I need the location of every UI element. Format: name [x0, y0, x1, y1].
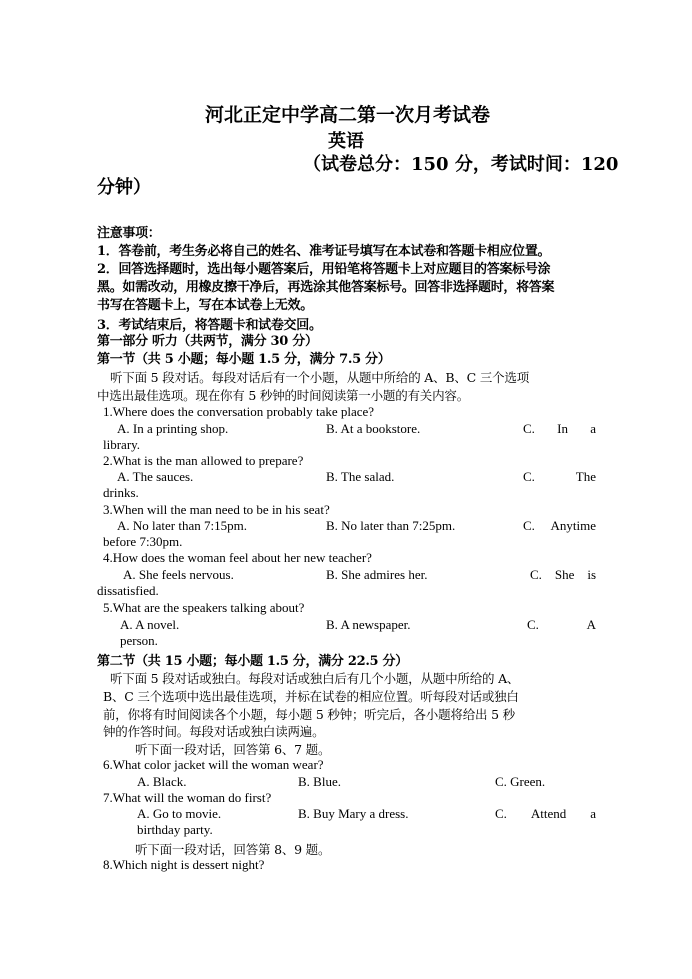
notes-item-2c: 书写在答题卡上，写在本试卷上无效。	[97, 298, 313, 313]
prompt-questions-6-7: 听下面一段对话，回答第 6、7 题。	[135, 742, 331, 757]
question-2-option-a: A. The sauces.	[117, 469, 194, 484]
question-3-option-b: B. No later than 7:25pm.	[326, 518, 456, 533]
exam-subject: 英语	[328, 131, 364, 152]
question-5-option-c: C. A	[527, 617, 596, 632]
question-7-option-a: A. Go to movie.	[137, 806, 222, 821]
notes-heading: 注意事项：	[97, 226, 161, 241]
score-line-1: （试卷总分：150 分，考试时间：120	[303, 154, 619, 175]
question-6-option-a: A. Black.	[137, 774, 187, 789]
question-7-option-c: C. Attend a	[495, 806, 596, 821]
question-3-stem: 3.When will the man need to be in his seat?	[103, 502, 330, 517]
question-4-option-a: A. She feels nervous.	[123, 567, 234, 582]
question-2-option-c-cont: drinks.	[103, 485, 139, 500]
question-2-option-c: C. The	[523, 469, 596, 484]
section1-heading: 第一节（共 5 小题；每小题 1.5 分，满分 7.5 分）	[97, 352, 391, 367]
question-5-option-c-cont: person.	[120, 633, 158, 648]
question-5-stem: 5.What are the speakers talking about?	[103, 600, 305, 615]
question-8-stem: 8.Which night is dessert night?	[103, 857, 265, 872]
question-5-option-a: A. A novel.	[120, 617, 180, 632]
section2-intro-d: 钟的作答时间。每段对话或独白读两遍。	[103, 724, 325, 739]
question-4-option-b: B. She admires her.	[326, 567, 428, 582]
prompt-questions-8-9: 听下面一段对话，回答第 8、9 题。	[135, 842, 331, 857]
question-4-stem: 4.How does the woman feel about her new teacher?	[103, 550, 372, 565]
question-1-option-c-cont: library.	[103, 437, 141, 452]
score-line-2: 分钟）	[97, 177, 151, 198]
question-7-option-b: B. Buy Mary a dress.	[298, 806, 409, 821]
question-7-stem: 7.What will the woman do first?	[103, 790, 272, 805]
section1-intro-a: 听下面 5 段对话。每段对话后有一个小题，从题中所给的 A、B、C 三个选项	[110, 370, 530, 385]
question-1-option-b: B. At a bookstore.	[326, 421, 421, 436]
question-6-stem: 6.What color jacket will the woman wear?	[103, 757, 324, 772]
question-1-option-a: A. In a printing shop.	[117, 421, 229, 436]
question-6-option-c: C. Green.	[495, 774, 546, 789]
notes-item-1: 1．答卷前，考生务必将自己的姓名、准考证号填写在本试卷和答题卡相应位置。	[97, 244, 551, 259]
notes-item-3: 3．考试结束后，将答题卡和试卷交回。	[97, 318, 322, 333]
question-4-option-c: C. She is	[530, 567, 596, 582]
question-6-option-b: B. Blue.	[298, 774, 341, 789]
question-3-option-a: A. No later than 7:15pm.	[117, 518, 247, 533]
question-2-option-b: B. The salad.	[326, 469, 395, 484]
question-4-option-c-cont: dissatisfied.	[97, 583, 159, 598]
question-2-stem: 2.What is the man allowed to prepare?	[103, 453, 304, 468]
part1-heading: 第一部分 听力（共两节，满分 30 分）	[97, 334, 318, 349]
section1-intro-b: 中选出最佳选项。现在你有 5 秒钟的时间阅读第一小题的有关内容。	[97, 388, 470, 403]
question-1-stem: 1.Where does the conversation probably take place?	[103, 404, 375, 419]
section2-heading: 第二节（共 15 小题；每小题 1.5 分，满分 22.5 分）	[97, 654, 408, 669]
section2-intro-b: B、C 三个选项中选出最佳选项，并标在试卷的相应位置。听每段对话或独白	[103, 689, 519, 704]
question-3-option-c-cont: before 7:30pm.	[103, 534, 183, 549]
notes-item-2b: 黑。如需改动，用橡皮擦干净后，再选涂其他答案标号。回答非选择题时，将答案	[97, 280, 555, 295]
section2-intro-c: 前，你将有时间阅读各个小题，每小题 5 秒钟；听完后，各小题将给出 5 秒	[103, 707, 515, 722]
section2-intro-a: 听下面 5 段对话或独白。每段对话或独白后有几个小题，从题中所给的 A、	[110, 671, 520, 686]
question-5-option-b: B. A newspaper.	[326, 617, 411, 632]
exam-title: 河北正定中学高二第一次月考试卷	[205, 104, 491, 126]
question-3-option-c: C. Anytime	[523, 518, 596, 533]
question-1-option-c: C. In a	[523, 421, 596, 436]
notes-item-2a: 2．回答选择题时，选出每小题答案后，用铅笔将答题卡上对应题目的答案标号涂	[97, 262, 551, 277]
question-7-option-c-cont: birthday party.	[137, 822, 213, 837]
